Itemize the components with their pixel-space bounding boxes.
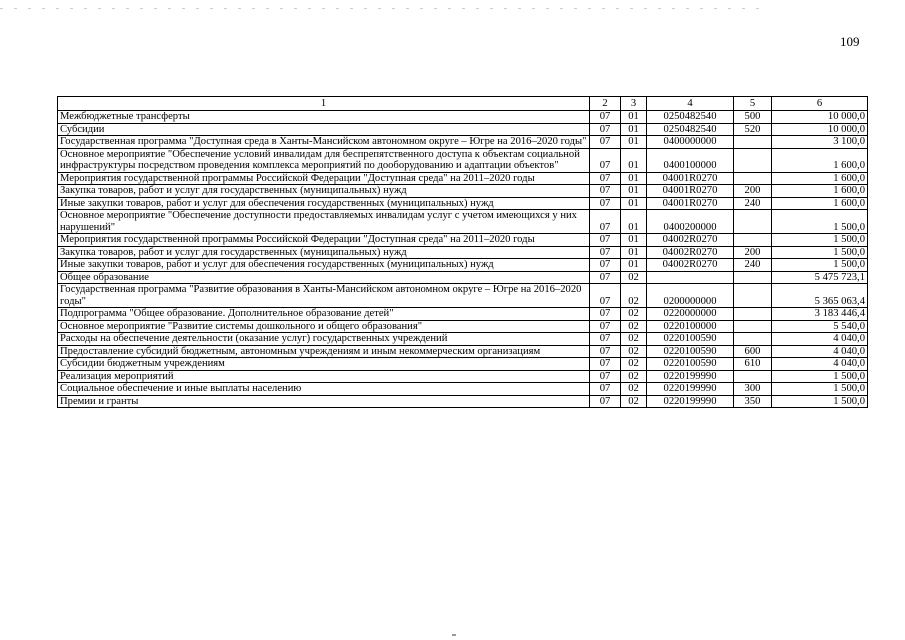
cell-name: Иные закупки товаров, работ и услуг для обеспечения государственных (муниципальных) нужд: [58, 259, 590, 272]
cell-subsection: 02: [621, 345, 647, 358]
cell-section: 07: [590, 111, 621, 124]
table-row: [58, 320, 868, 333]
cell-target-code: 0400100000: [647, 148, 734, 172]
cell-expense-type: [734, 210, 772, 234]
cell-target-code: 04001R0270: [647, 172, 734, 185]
cell-subsection: 02: [621, 308, 647, 321]
cell-subsection: 01: [621, 123, 647, 136]
cell-expense-type: 520: [734, 123, 772, 136]
table-row: [58, 271, 868, 284]
cell-expense-type: [734, 320, 772, 333]
table-row: [58, 111, 868, 124]
cell-target-code: 0200000000: [647, 284, 734, 308]
cell-name: Основное мероприятие "Обеспечение условий инвалидам для беспрепятственного доступа к объектам социальной инфраструктуры посредством проведения комплекса мероприятий по дооборудованию и адаптации объектов": [58, 148, 590, 172]
table-row: [58, 395, 868, 408]
cell-amount: 1 500,0: [772, 370, 868, 383]
cell-expense-type: 350: [734, 395, 772, 408]
cell-name: Подпрограмма "Общее образование. Дополнительное образование детей": [58, 308, 590, 321]
column-header-section: 2: [590, 97, 621, 111]
cell-section: 07: [590, 259, 621, 272]
cell-section: 07: [590, 308, 621, 321]
cell-amount: 1 600,0: [772, 148, 868, 172]
cell-name: Субсидии бюджетным учреждениям: [58, 358, 590, 371]
cell-subsection: 02: [621, 395, 647, 408]
cell-subsection: 01: [621, 210, 647, 234]
cell-name: Премии и гранты: [58, 395, 590, 408]
scan-artifact-line: [0, 8, 760, 9]
cell-expense-type: [734, 136, 772, 149]
cell-section: 07: [590, 320, 621, 333]
cell-section: 07: [590, 333, 621, 346]
cell-section: 07: [590, 185, 621, 198]
cell-target-code: 04002R0270: [647, 234, 734, 247]
table-row: [58, 172, 868, 185]
table-row: [58, 197, 868, 210]
cell-name: Основное мероприятие "Развитие системы дошкольного и общего образования": [58, 320, 590, 333]
cell-target-code: 0220199990: [647, 370, 734, 383]
cell-expense-type: 600: [734, 345, 772, 358]
cell-amount: 1 500,0: [772, 395, 868, 408]
cell-expense-type: 500: [734, 111, 772, 124]
cell-amount: 4 040,0: [772, 358, 868, 371]
cell-target-code: 0250482540: [647, 111, 734, 124]
cell-target-code: 0220100590: [647, 345, 734, 358]
cell-section: 07: [590, 246, 621, 259]
cell-section: 07: [590, 136, 621, 149]
cell-subsection: 01: [621, 259, 647, 272]
cell-name: Иные закупки товаров, работ и услуг для обеспечения государственных (муниципальных) нужд: [58, 197, 590, 210]
cell-target-code: [647, 271, 734, 284]
cell-amount: 1 500,0: [772, 259, 868, 272]
cell-subsection: 02: [621, 358, 647, 371]
table-row: [58, 210, 868, 234]
table-row: [58, 358, 868, 371]
cell-subsection: 02: [621, 284, 647, 308]
cell-amount: 3 100,0: [772, 136, 868, 149]
cell-subsection: 01: [621, 197, 647, 210]
cell-name: Межбюджетные трансферты: [58, 111, 590, 124]
cell-expense-type: [734, 370, 772, 383]
cell-expense-type: 200: [734, 185, 772, 198]
cell-section: 07: [590, 370, 621, 383]
cell-subsection: 01: [621, 136, 647, 149]
cell-subsection: 01: [621, 148, 647, 172]
table-row: [58, 370, 868, 383]
cell-amount: 1 600,0: [772, 197, 868, 210]
cell-target-code: 0220199990: [647, 383, 734, 396]
cell-name: Общее образование: [58, 271, 590, 284]
cell-amount: 1 500,0: [772, 234, 868, 247]
table-row: [58, 123, 868, 136]
table-row: [58, 308, 868, 321]
table-row: [58, 136, 868, 149]
page-number: 109: [840, 34, 860, 49]
cell-name: Субсидии: [58, 123, 590, 136]
cell-target-code: 0400200000: [647, 210, 734, 234]
cell-expense-type: 240: [734, 259, 772, 272]
cell-expense-type: 200: [734, 246, 772, 259]
cell-amount: 1 500,0: [772, 246, 868, 259]
cell-section: 07: [590, 197, 621, 210]
cell-target-code: 0400000000: [647, 136, 734, 149]
cell-amount: 1 600,0: [772, 185, 868, 198]
cell-target-code: 04002R0270: [647, 259, 734, 272]
table-row: [58, 148, 868, 172]
cell-expense-type: [734, 308, 772, 321]
cell-amount: 1 500,0: [772, 210, 868, 234]
cell-name: Основное мероприятие "Обеспечение доступности предоставляемых инвалидам услуг с учетом имеющихся у них нарушений": [58, 210, 590, 234]
cell-target-code: 04001R0270: [647, 185, 734, 198]
cell-expense-type: [734, 234, 772, 247]
cell-section: 07: [590, 271, 621, 284]
cell-name: Предоставление субсидий бюджетным, автономным учреждениям и иным некоммерческим организациям: [58, 345, 590, 358]
scan-artifact-dot: [452, 634, 456, 636]
table-row: [58, 246, 868, 259]
cell-subsection: 01: [621, 111, 647, 124]
cell-section: 07: [590, 234, 621, 247]
cell-expense-type: 240: [734, 197, 772, 210]
cell-section: 07: [590, 210, 621, 234]
cell-subsection: 02: [621, 333, 647, 346]
cell-name: Закупка товаров, работ и услуг для государственных (муниципальных) нужд: [58, 246, 590, 259]
cell-target-code: 0220100000: [647, 320, 734, 333]
cell-section: 07: [590, 123, 621, 136]
cell-subsection: 02: [621, 320, 647, 333]
cell-section: 07: [590, 284, 621, 308]
cell-target-code: 0220100590: [647, 358, 734, 371]
cell-section: 07: [590, 358, 621, 371]
cell-target-code: 04002R0270: [647, 246, 734, 259]
cell-subsection: 02: [621, 370, 647, 383]
cell-amount: 3 183 446,4: [772, 308, 868, 321]
table-row: [58, 333, 868, 346]
cell-target-code: 0220100590: [647, 333, 734, 346]
cell-amount: 5 365 063,4: [772, 284, 868, 308]
cell-subsection: 01: [621, 234, 647, 247]
cell-name: Расходы на обеспечение деятельности (оказание услуг) государственных учреждений: [58, 333, 590, 346]
cell-subsection: 02: [621, 383, 647, 396]
cell-section: 07: [590, 172, 621, 185]
table-row: [58, 185, 868, 198]
cell-amount: 10 000,0: [772, 111, 868, 124]
cell-section: 07: [590, 383, 621, 396]
table-header-row: [58, 97, 868, 111]
cell-expense-type: 610: [734, 358, 772, 371]
cell-target-code: 0220000000: [647, 308, 734, 321]
cell-expense-type: [734, 333, 772, 346]
cell-subsection: 01: [621, 185, 647, 198]
cell-section: 07: [590, 345, 621, 358]
column-header-expense-type: 5: [734, 97, 772, 111]
cell-amount: 5 540,0: [772, 320, 868, 333]
cell-amount: 1 600,0: [772, 172, 868, 185]
column-header-subsection: 3: [621, 97, 647, 111]
cell-amount: 4 040,0: [772, 345, 868, 358]
budget-table: [57, 96, 868, 408]
cell-expense-type: [734, 148, 772, 172]
column-header-name: 1: [58, 97, 590, 111]
table-row: [58, 234, 868, 247]
cell-amount: 1 500,0: [772, 383, 868, 396]
cell-amount: 10 000,0: [772, 123, 868, 136]
table-row: [58, 345, 868, 358]
cell-target-code: 04001R0270: [647, 197, 734, 210]
cell-subsection: 01: [621, 172, 647, 185]
cell-expense-type: [734, 172, 772, 185]
column-header-target-code: 4: [647, 97, 734, 111]
cell-section: 07: [590, 395, 621, 408]
cell-name: Закупка товаров, работ и услуг для государственных (муниципальных) нужд: [58, 185, 590, 198]
cell-amount: 4 040,0: [772, 333, 868, 346]
cell-expense-type: [734, 284, 772, 308]
cell-expense-type: 300: [734, 383, 772, 396]
cell-subsection: 01: [621, 246, 647, 259]
cell-amount: 5 475 723,1: [772, 271, 868, 284]
cell-name: Реализация мероприятий: [58, 370, 590, 383]
cell-subsection: 02: [621, 271, 647, 284]
cell-name: Государственная программа "Доступная среда в Ханты-Мансийском автономном округе – Югре на 2016–2020 годы": [58, 136, 590, 149]
cell-name: Государственная программа "Развитие образования в Ханты-Мансийском автономном округе – Югре на 2016–2020 годы": [58, 284, 590, 308]
cell-section: 07: [590, 148, 621, 172]
table-row: [58, 383, 868, 396]
cell-name: Мероприятия государственной программы Российской Федерации "Доступная среда" на 2011–2020 годы: [58, 172, 590, 185]
table-row: [58, 284, 868, 308]
cell-target-code: 0250482540: [647, 123, 734, 136]
table-row: [58, 259, 868, 272]
cell-expense-type: [734, 271, 772, 284]
table-body: [58, 111, 868, 408]
column-header-amount: 6: [772, 97, 868, 111]
cell-target-code: 0220199990: [647, 395, 734, 408]
cell-name: Социальное обеспечение и иные выплаты населению: [58, 383, 590, 396]
cell-name: Мероприятия государственной программы Российской Федерации "Доступная среда" на 2011–2020 годы: [58, 234, 590, 247]
